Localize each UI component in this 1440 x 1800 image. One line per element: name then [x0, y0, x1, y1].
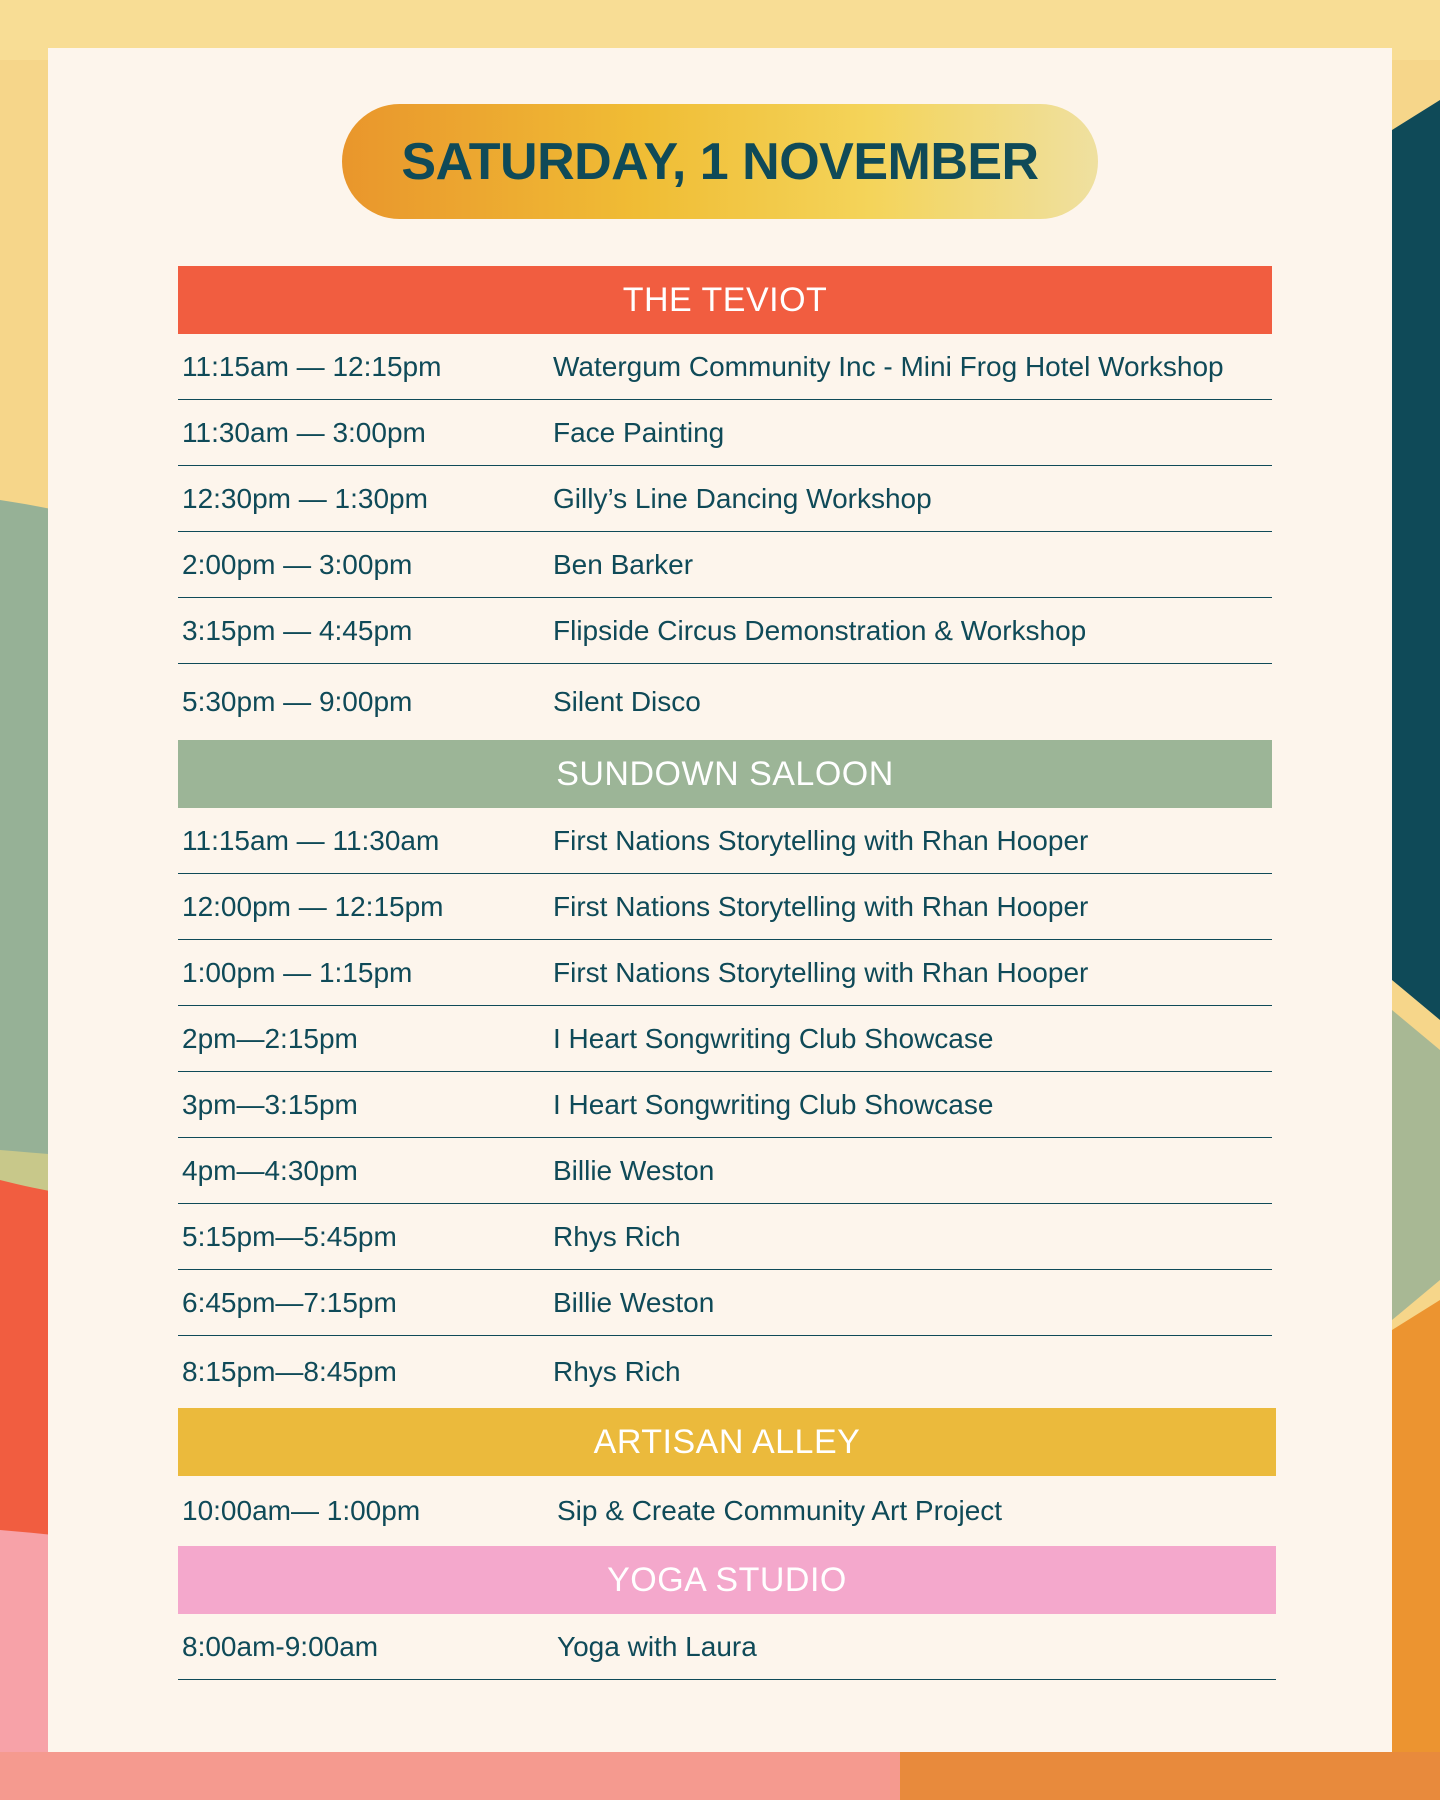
event-time: 5:30pm — 9:00pm — [182, 686, 413, 717]
venue-artisan-alley — [178, 1408, 1276, 1546]
table-row — [178, 1476, 1276, 1546]
table-row — [178, 940, 1272, 1006]
table-row — [178, 334, 1272, 400]
date-banner — [342, 104, 1098, 219]
event-title: I Heart Songwriting Club Showcase — [553, 1088, 994, 1120]
event-time: 8:15pm—8:45pm — [182, 1356, 397, 1387]
table-row — [178, 532, 1272, 598]
event-time: 5:15pm—5:45pm — [182, 1220, 397, 1252]
venue-sundown-saloon — [178, 740, 1272, 1408]
event-title: Yoga with Laura — [557, 1630, 757, 1662]
event-time: 11:15am — 12:15pm — [182, 350, 442, 382]
event-title: Flipside Circus Demonstration & Workshop — [553, 614, 1087, 646]
table-row — [178, 1072, 1272, 1138]
event-time: 6:45pm—7:15pm — [182, 1286, 397, 1318]
table-row — [178, 598, 1272, 664]
event-title: First Nations Storytelling with Rhan Hooper — [553, 824, 1089, 856]
venue-header-teviot: THE TEVIOT — [178, 266, 1272, 334]
page-title: SATURDAY, 1 NOVEMBER — [401, 132, 1039, 191]
event-title: Silent Disco — [553, 686, 701, 717]
event-time: 12:30pm — 1:30pm — [182, 482, 428, 514]
venue-header-sundown-saloon: SUNDOWN SALOON — [178, 740, 1272, 808]
table-row — [178, 1204, 1272, 1270]
table-row — [178, 1138, 1272, 1204]
event-title: Ben Barker — [553, 548, 694, 580]
venue-yoga-studio — [178, 1546, 1276, 1680]
event-time: 10:00am— 1:00pm — [182, 1495, 421, 1526]
table-row — [178, 1006, 1272, 1072]
table-row — [178, 808, 1272, 874]
event-time: 4pm—4:30pm — [182, 1154, 358, 1186]
table-row — [178, 1336, 1272, 1408]
schedule — [178, 266, 1272, 1680]
event-title: I Heart Songwriting Club Showcase — [553, 1022, 994, 1054]
table-row — [178, 874, 1272, 940]
venue-teviot — [178, 266, 1272, 740]
event-time: 8:00am-9:00am — [182, 1630, 379, 1662]
event-time: 3:15pm — 4:45pm — [182, 614, 413, 646]
event-time: 11:30am — 3:00pm — [182, 416, 426, 448]
event-title: Rhys Rich — [553, 1356, 681, 1387]
event-time: 2pm—2:15pm — [182, 1022, 358, 1054]
event-time: 12:00pm — 12:15pm — [182, 890, 444, 922]
event-title: Watergum Community Inc - Mini Frog Hotel Workshop — [553, 350, 1224, 382]
table-row — [178, 400, 1272, 466]
event-time: 3pm—3:15pm — [182, 1088, 358, 1120]
event-time: 11:15am — 11:30am — [182, 824, 440, 856]
event-title: Face Painting — [553, 416, 725, 448]
event-title: Rhys Rich — [553, 1220, 681, 1252]
event-time: 2:00pm — 3:00pm — [182, 548, 413, 580]
table-row — [178, 1270, 1272, 1336]
event-title: First Nations Storytelling with Rhan Hooper — [553, 956, 1089, 988]
venue-header-yoga-studio: YOGA STUDIO — [178, 1546, 1276, 1614]
venue-header-artisan-alley: ARTISAN ALLEY — [178, 1408, 1276, 1476]
table-row — [178, 664, 1272, 740]
event-title: Gilly’s Line Dancing Workshop — [553, 482, 932, 514]
schedule-card — [48, 48, 1392, 1752]
event-time: 1:00pm — 1:15pm — [182, 956, 413, 988]
event-title: Billie Weston — [553, 1154, 715, 1186]
event-title: Sip & Create Community Art Project — [557, 1495, 1003, 1526]
table-row — [178, 466, 1272, 532]
table-row — [178, 1614, 1276, 1680]
event-title: First Nations Storytelling with Rhan Hooper — [553, 890, 1089, 922]
event-title: Billie Weston — [553, 1286, 715, 1318]
